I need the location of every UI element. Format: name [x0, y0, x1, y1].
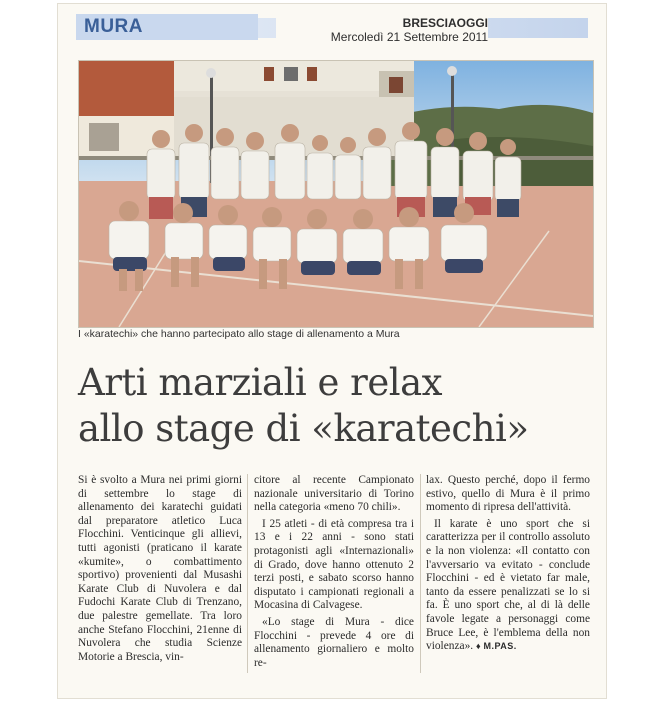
author-byline: M.PAS.	[483, 641, 517, 652]
paragraph	[426, 518, 590, 654]
headline-line-1: Arti marziali e relax	[78, 361, 443, 404]
paragraph: citore al recente Campionato nazionale universitario di Torino nella categoria «meno 70 chili».	[254, 474, 414, 514]
group-photo	[78, 60, 594, 328]
newspaper-name: BRESCIAOGGI	[402, 16, 488, 30]
paragraph: Si è svolto a Mura nei primi giorni di settembre lo stage di allenamento dei karatechi guidati dal preparatore atletico Luca Flocchini. Venticinque gli allievi, tutti agonisti (praticano il karate «kumite», o combattimento sportivo) provenienti dal Musashi Karate Club di Nuvolera e dal Fudochi Karate Club di Trenzano, due palestre gemellate. Tra loro anche Stefano Flocchini, 21enne di Nuvolera che studia Scienze Motorie a Brescia, vin-	[78, 474, 242, 663]
article-body	[78, 474, 590, 673]
section-label: MURA	[76, 14, 258, 40]
paragraph: «Lo stage di Mura - dice Flocchini - prevede 4 ore di allenamento giornaliero e molto re-	[254, 615, 414, 669]
newspaper-clipping	[58, 4, 606, 698]
headline-line-2: allo stage di «karatechi»	[78, 407, 529, 450]
article-headline	[78, 360, 592, 452]
paragraph-text: Il karate è uno sport che si caratterizza per il controllo assoluto e la non violenza: «Il contatto con l'avversario va evitato - conclude Flocchini - ed è vietato far male, tanto da essere penalizzati se lo si fa. È uno sport che, al di là delle favole legate a personaggi come Bruce Lee, è l'emblema della non violenza».	[426, 517, 590, 653]
paragraph: lax. Questo perché, dopo il fermo estivo, quello di Mura è il primo momento di ripresa dell'attività.	[426, 474, 590, 514]
paragraph: I 25 atleti - di età compresa tra i 13 e i 22 anni - sono stati protagonisti agli «Internazionali» di Grado, dove hanno ottenuto 2 terzi posti, e sabato scorso hanno disputato i campionati regionali a Mocasina di Calvagese.	[254, 517, 414, 612]
publication-date: Mercoledì 21 Settembre 2011	[330, 30, 488, 44]
article-column-2	[247, 474, 421, 673]
article-column-3	[426, 474, 590, 673]
group-photo-illustration	[79, 61, 593, 327]
article-column-1	[78, 474, 242, 673]
masthead	[276, 10, 488, 44]
page-header	[76, 8, 588, 42]
byline-mark: ♦	[476, 641, 481, 652]
photo-caption: I «karatechi» che hanno partecipato allo stage di allenamento a Mura	[78, 328, 400, 340]
